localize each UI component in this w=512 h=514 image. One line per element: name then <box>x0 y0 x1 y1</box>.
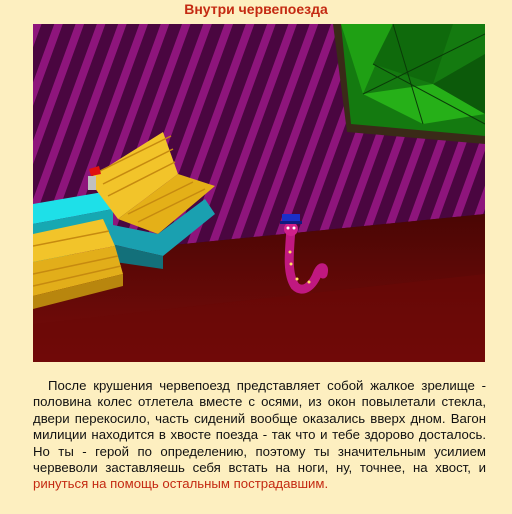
continue-link[interactable]: ринуться на помощь остальным пострадавшим. <box>33 476 329 492</box>
game-scene <box>33 24 485 362</box>
broken-window <box>333 24 485 144</box>
story-text <box>33 378 486 493</box>
story-body: После крушения червепоезд представляет собой жалкое зрелище - половина колес отлетела вместе с осями, из окон повылетали стекла, двери перекосило, часть сидений вообще оказались вверх дном. Вагон милиции находится в хвосте поезда - так что и тебе здорово досталось. Но ты - герой по определению, поэтому ты значительным усилием червеволи заставляешь себя встать на ноги, ну, точнее, на хвост, и <box>33 378 486 476</box>
page-title: Внутри червепоезда <box>184 1 328 17</box>
